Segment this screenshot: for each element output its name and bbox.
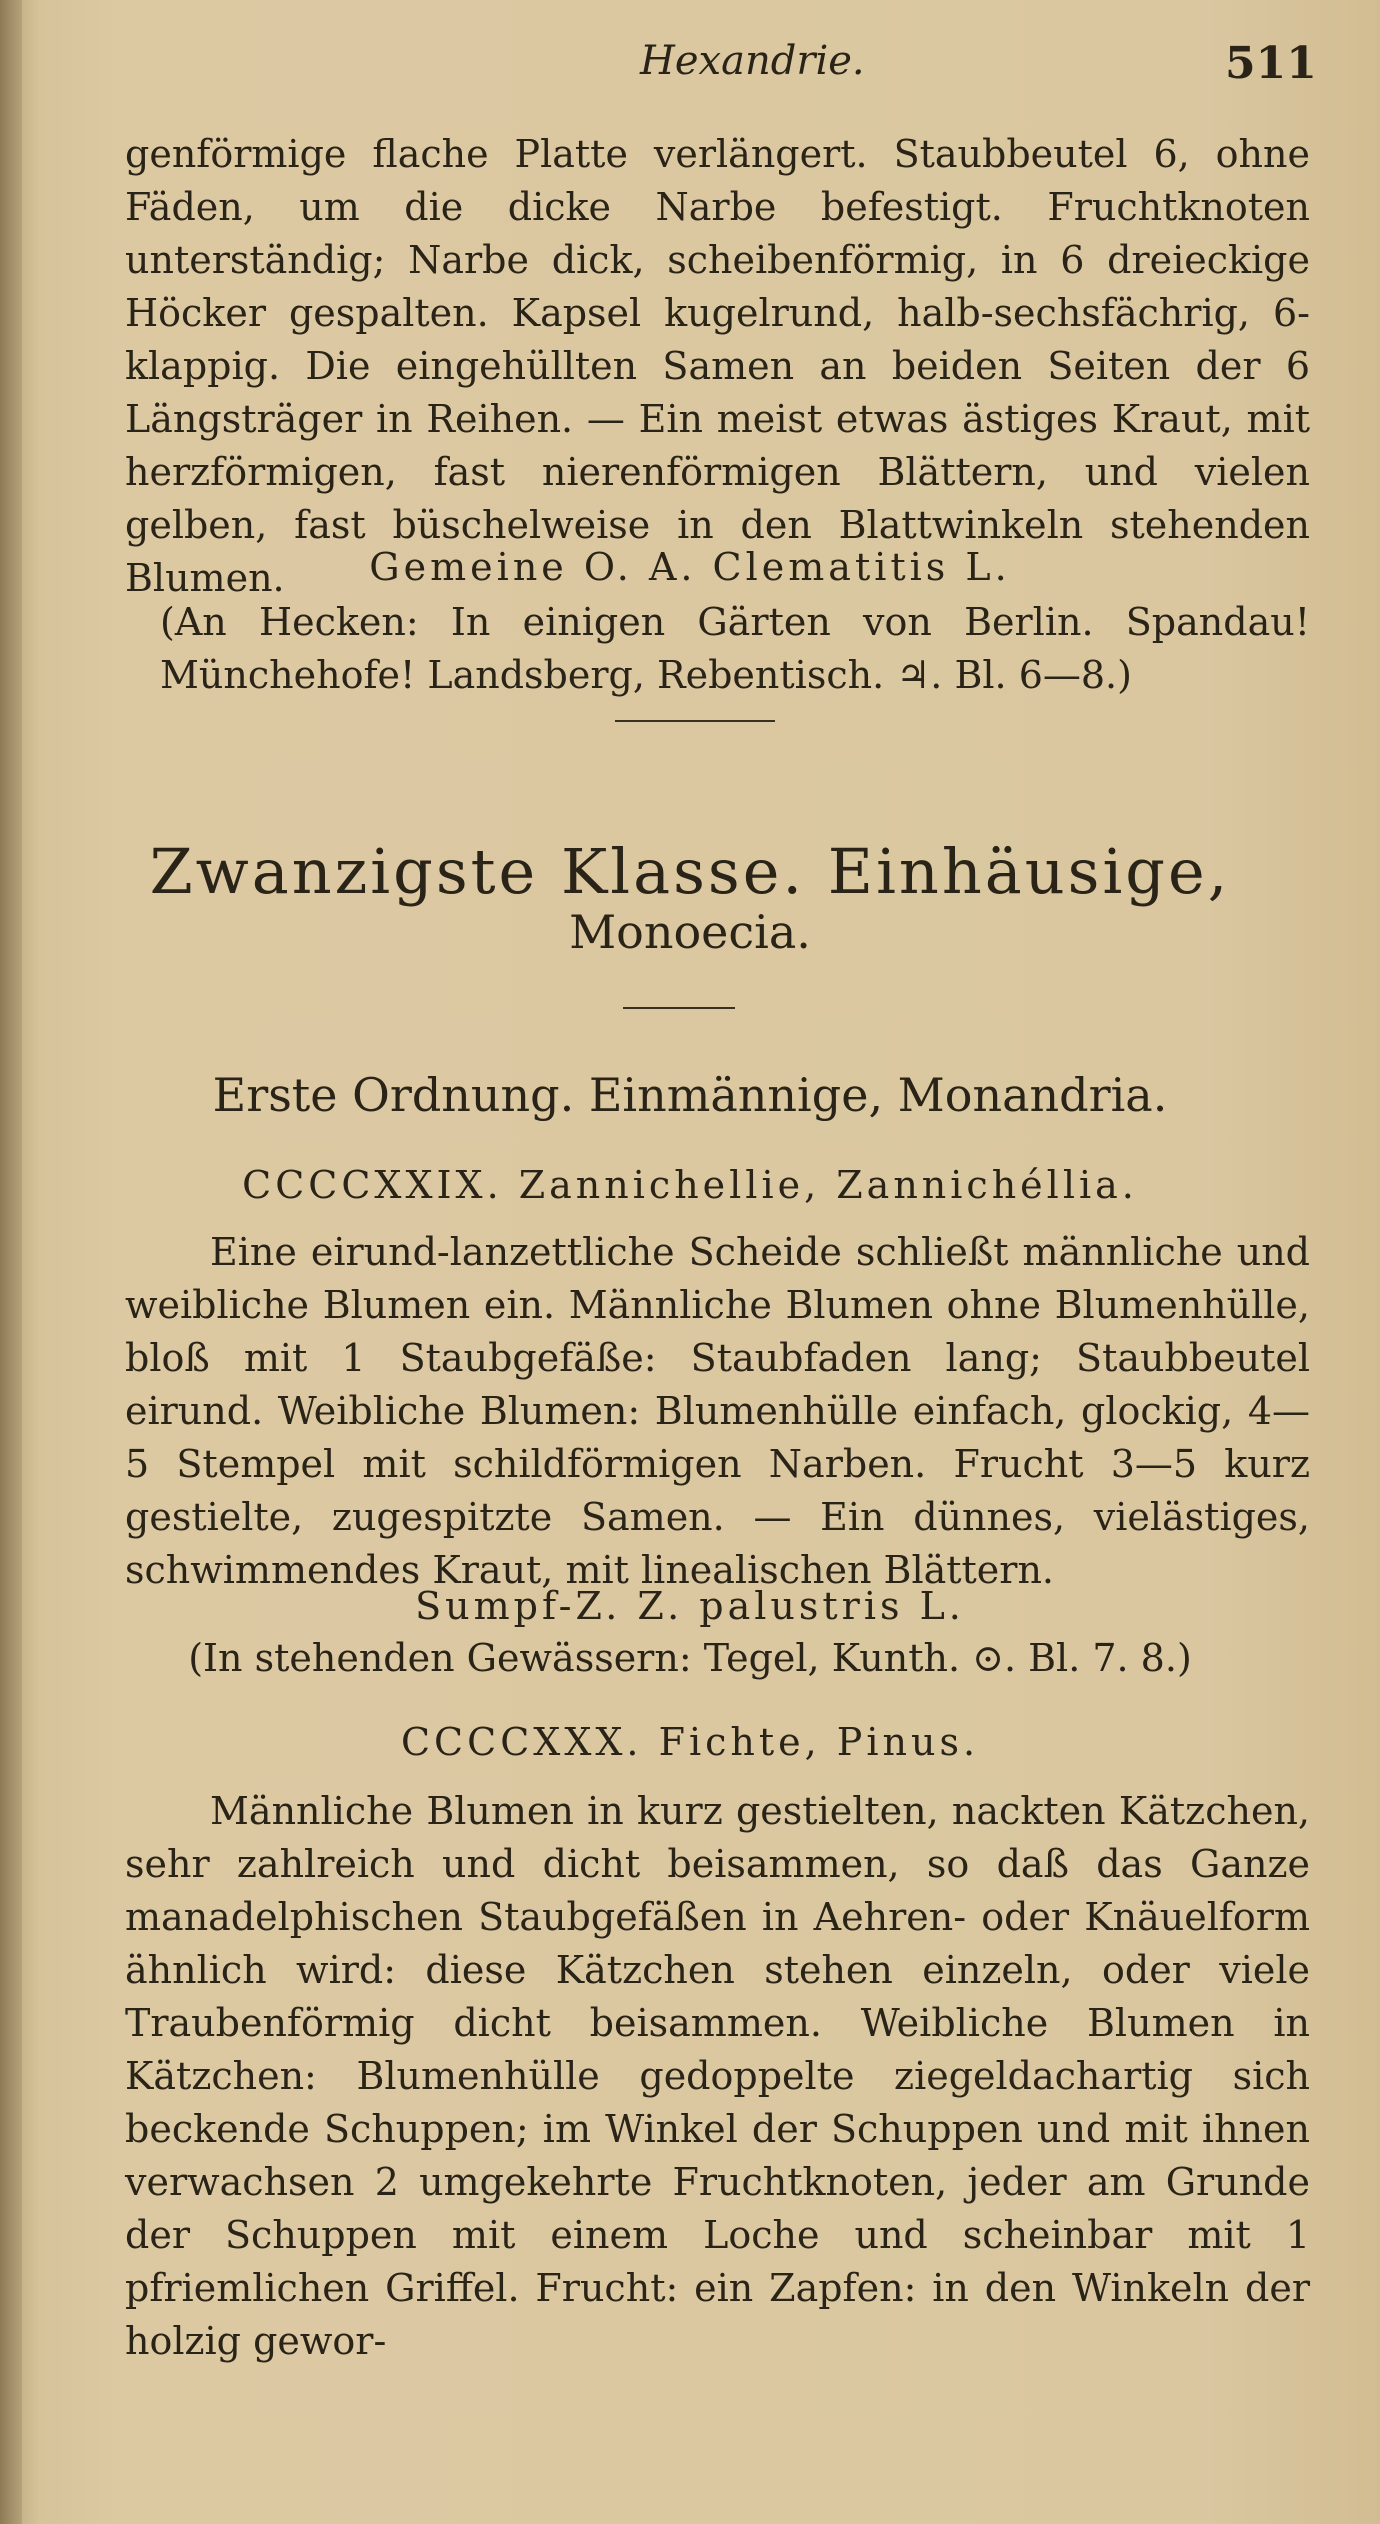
species-aristolochia: Gemeine O. A. Clematitis L. bbox=[369, 545, 1011, 589]
class-latin-name: Monoecia. bbox=[569, 905, 811, 959]
running-head: Hexandrie. bbox=[640, 38, 865, 84]
genus-heading-zannichellia: CCCCXXIX. Zannichellie, Zannichéllia. bbox=[242, 1163, 1138, 1207]
page-header bbox=[0, 38, 1380, 98]
class-divider-rule bbox=[623, 1007, 735, 1009]
species-aristolochia-habitat: (An Hecken: In einigen Gärten von Berlin. Spandau! Münchehofe! Landsberg, Rebentisch. ♃. Bl. 6—8.) bbox=[160, 600, 1310, 697]
opening-paragraph: genförmige flache Platte verlängert. Staubbeutel 6, ohne Fäden, um die dicke Narbe befestigt. Fruchtknoten unterständig; Narbe dick, scheibenförmig, in 6 dreieckige Höcker gespalten. Kapsel kugelrund, halb-sechsfächrig, 6-klappig. Die eingehüllten Samen an beiden Seiten der 6 Längsträger in Reihen. — Ein meist etwas ästiges Kraut, mit herzförmigen, fast nierenförmigen Blättern, und vielen gelben, fast büschelweise in den Blattwinkeln stehenden Blumen. bbox=[125, 132, 1310, 600]
section-divider-rule bbox=[615, 720, 775, 722]
genus-heading-pinus: CCCCXXX. Fichte, Pinus. bbox=[400, 1720, 980, 1764]
species-zannichellia-habitat: (In stehenden Gewässern: Tegel, Kunth. ⊙. Bl. 7. 8.) bbox=[188, 1636, 1192, 1680]
page-number: 511 bbox=[1225, 38, 1317, 89]
class-title: Zwanzigste Klasse. Einhäusige, bbox=[149, 835, 1231, 908]
genus-description-pinus: Männliche Blumen in kurz gestielten, nackten Kätzchen, sehr zahlreich und dicht beisammen, so daß das Ganze manadelphischen Staubgefäßen in Aehren- oder Knäuelform ähnlich wird: diese Kätzchen stehen einzeln, oder viele Traubenförmig dicht beisammen. Weibliche Blumen in Kätzchen: Blumenhülle gedoppelte ziegeldachartig sich beckende Schuppen; im Winkel der Schuppen und mit ihnen verwachsen 2 umgekehrte Fruchtknoten, jeder am Grunde der Schuppen mit einem Loche und scheinbar mit 1 pfriemlichen Griffel. Frucht: ein Zapfen: in den Winkeln der holzig gewor- bbox=[125, 1789, 1310, 2363]
species-zannichellia: Sumpf-Z. Z. palustris L. bbox=[415, 1584, 965, 1628]
page-gutter-shadow bbox=[0, 0, 22, 2524]
genus-description-zannichellia: Eine eirund-lanzettliche Scheide schließt männliche und weibliche Blumen ein. Männliche Blumen ohne Blumenhülle, bloß mit 1 Staubgefäße: Staubfaden lang; Staubbeutel eirund. Weibliche Blumen: Blumenhülle einfach, glockig, 4—5 Stempel mit schildförmigen Narben. Frucht 3—5 kurz gestielte, zugespitzte Samen. — Ein dünnes, vielästiges, schwimmendes Kraut, mit linealischen Blättern. bbox=[125, 1230, 1310, 1592]
order-title: Erste Ordnung. Einmännige, Monandria. bbox=[212, 1068, 1168, 1122]
